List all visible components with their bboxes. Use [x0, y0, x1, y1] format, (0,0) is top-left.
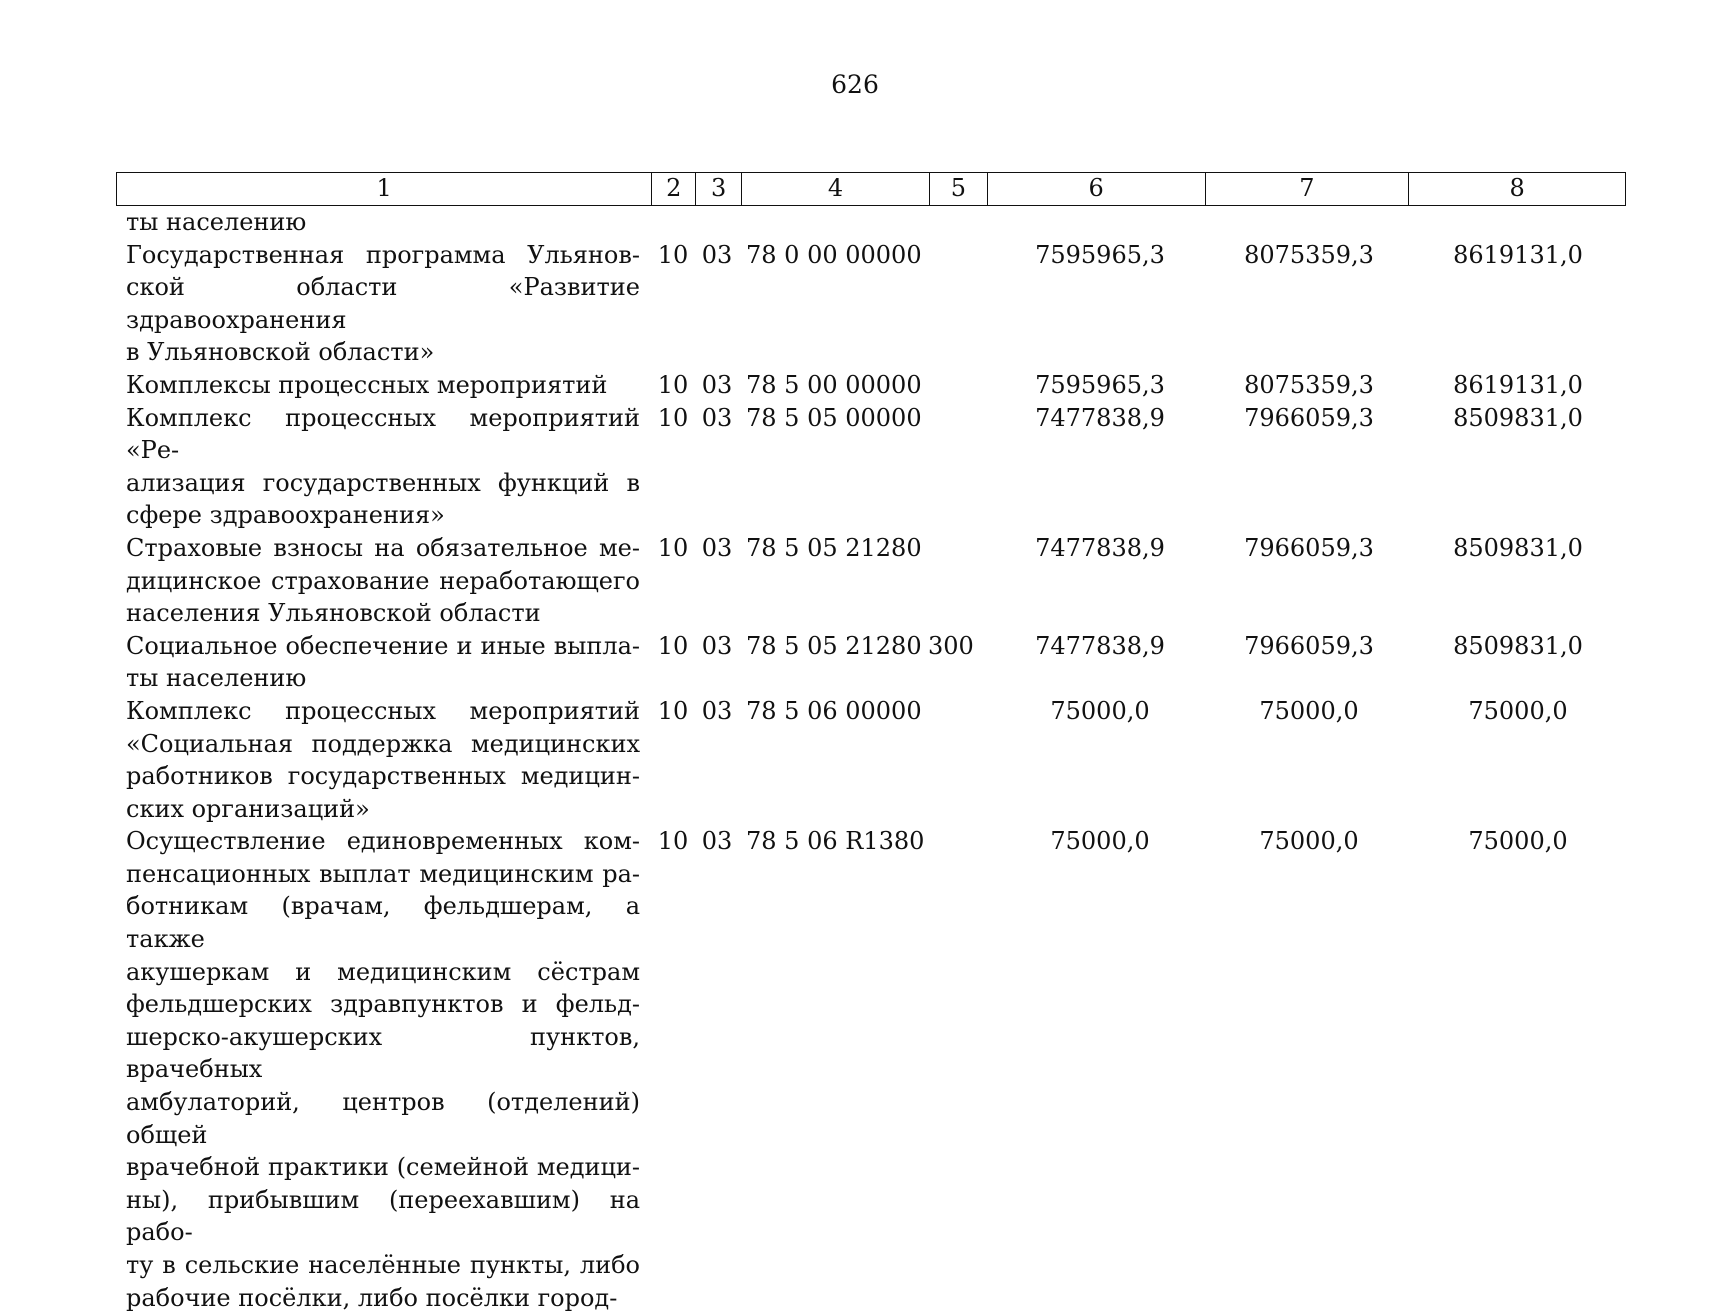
description-line: населения Ульяновской области: [126, 599, 541, 628]
section-code: 10: [657, 631, 689, 660]
section-code: 10: [657, 240, 689, 269]
amount-year-3: 8619131,0: [1453, 240, 1583, 269]
target-article-code: 78 0 00 00000: [746, 240, 922, 269]
table-row: [116, 402, 1626, 532]
description-line: ализация государственных функций в: [126, 468, 640, 497]
description-line: шерско-акушерских пунктов, врачебных: [126, 1022, 640, 1084]
target-article-code: 78 5 05 21280: [746, 533, 922, 562]
amount-year-3: 8509831,0: [1453, 631, 1583, 660]
amount-year-1: 7595965,3: [1035, 240, 1165, 269]
description-line: фельдшерских здравпунктов и фельд-: [126, 990, 640, 1019]
description-line: дицинское страхование неработающего: [126, 566, 640, 595]
amount-year-1: 7477838,9: [1035, 533, 1165, 562]
amount-year-1: 75000,0: [1050, 696, 1150, 725]
table-row: [116, 239, 1626, 369]
description-line: ботникам (врачам, фельдшерам, а также: [126, 892, 640, 954]
subsection-code: 03: [701, 240, 733, 269]
amount-year-3: 8509831,0: [1453, 533, 1583, 562]
description-line: сфере здравоохранения»: [126, 501, 445, 530]
amount-year-1: 7477838,9: [1035, 403, 1165, 432]
row-description: [116, 239, 640, 369]
row-description: [116, 825, 640, 1314]
amount-year-1: 7477838,9: [1035, 631, 1165, 660]
section-code: 10: [657, 827, 689, 856]
amount-year-2: 7966059,3: [1244, 533, 1374, 562]
header-col-5: 5: [930, 173, 988, 205]
description-line: Осуществление единовременных ком-: [126, 827, 640, 856]
description-line: Государственная программа Ульянов-: [126, 240, 640, 269]
description-line: амбулаторий, центров (отделений) общей: [126, 1088, 640, 1149]
amount-year-2: 75000,0: [1259, 827, 1359, 856]
description-line: Комплекс процессных мероприятий «Ре-: [126, 403, 640, 465]
section-code: 10: [657, 696, 689, 725]
description-line: Страховые взносы на обязательное ме-: [126, 533, 640, 562]
header-col-3: 3: [696, 173, 742, 205]
row-description: [116, 695, 640, 825]
table-header: [116, 172, 1626, 206]
description-line: пенсационных выплат медицинским ра-: [126, 859, 640, 888]
header-col-4: 4: [742, 173, 930, 205]
description-line: «Социальная поддержка медицинских: [126, 729, 640, 758]
subsection-code: 03: [701, 631, 733, 660]
table-row: [116, 369, 1626, 402]
description-line: ты населению: [126, 208, 307, 236]
amount-year-1: 75000,0: [1050, 827, 1150, 856]
amount-year-1: 7595965,3: [1035, 370, 1165, 399]
amount-year-2: 7966059,3: [1244, 631, 1374, 660]
table-row: [116, 532, 1626, 630]
target-article-code: 78 5 06 R1380: [746, 827, 925, 856]
description-line: Комплекс процессных мероприятий: [126, 696, 640, 725]
amount-year-2: 7966059,3: [1244, 403, 1374, 432]
subsection-code: 03: [701, 533, 733, 562]
subsection-code: 03: [701, 403, 733, 432]
header-col-2: 2: [652, 173, 696, 205]
table-row: [116, 206, 1626, 239]
amount-year-3: 75000,0: [1468, 696, 1568, 725]
description-line: работников государственных медицин-: [126, 762, 640, 791]
target-article-code: 78 5 00 00000: [746, 370, 922, 399]
description-line: ской области «Развитие здравоохранения: [126, 273, 640, 334]
description-line: Социальное обеспечение и иные выпла-: [126, 631, 640, 660]
target-article-code: 78 5 05 00000: [746, 403, 922, 432]
table-row: [116, 630, 1626, 695]
amount-year-3: 8509831,0: [1453, 403, 1583, 432]
description-line: Комплексы процессных мероприятий: [126, 370, 608, 399]
description-line: ту в сельские населённые пункты, либо: [126, 1251, 640, 1279]
table-row: [116, 695, 1626, 825]
table-row: [116, 825, 1626, 1314]
amount-year-2: 8075359,3: [1244, 370, 1374, 399]
header-col-7: 7: [1206, 173, 1410, 205]
subsection-code: 03: [701, 827, 733, 856]
row-description: [116, 402, 640, 532]
description-line: ских организаций»: [126, 794, 370, 823]
amount-year-3: 8619131,0: [1453, 370, 1583, 399]
row-description: [116, 369, 640, 402]
section-code: 10: [657, 533, 689, 562]
row-description: [116, 630, 640, 695]
page-number: 626: [831, 70, 879, 99]
subsection-code: 03: [701, 370, 733, 399]
description-line: акушеркам и медицинским сёстрам: [126, 957, 640, 986]
amount-year-2: 75000,0: [1259, 696, 1359, 725]
header-col-8: 8: [1509, 174, 1525, 202]
table-body: [116, 206, 1626, 1314]
description-line: врачебной практики (семейной медици-: [126, 1153, 640, 1182]
header-col-1: 1: [117, 173, 652, 205]
description-line: в Ульяновской области»: [126, 338, 435, 367]
target-article-code: 78 5 05 21280: [746, 631, 922, 660]
description-line: ты населению: [126, 664, 307, 693]
description-line: ны), прибывшим (переехавшим) на рабо-: [126, 1185, 640, 1247]
description-line: рабочие посёлки, либо посёлки город-: [126, 1283, 618, 1312]
expense-type-code: 300: [928, 631, 974, 660]
amount-year-2: 8075359,3: [1244, 240, 1374, 269]
section-code: 10: [657, 403, 689, 432]
row-description: [116, 206, 640, 239]
amount-year-3: 75000,0: [1468, 827, 1568, 856]
target-article-code: 78 5 06 00000: [746, 696, 922, 725]
header-col-6: 6: [988, 173, 1206, 205]
row-description: [116, 532, 640, 630]
section-code: 10: [657, 370, 689, 399]
subsection-code: 03: [701, 696, 733, 725]
